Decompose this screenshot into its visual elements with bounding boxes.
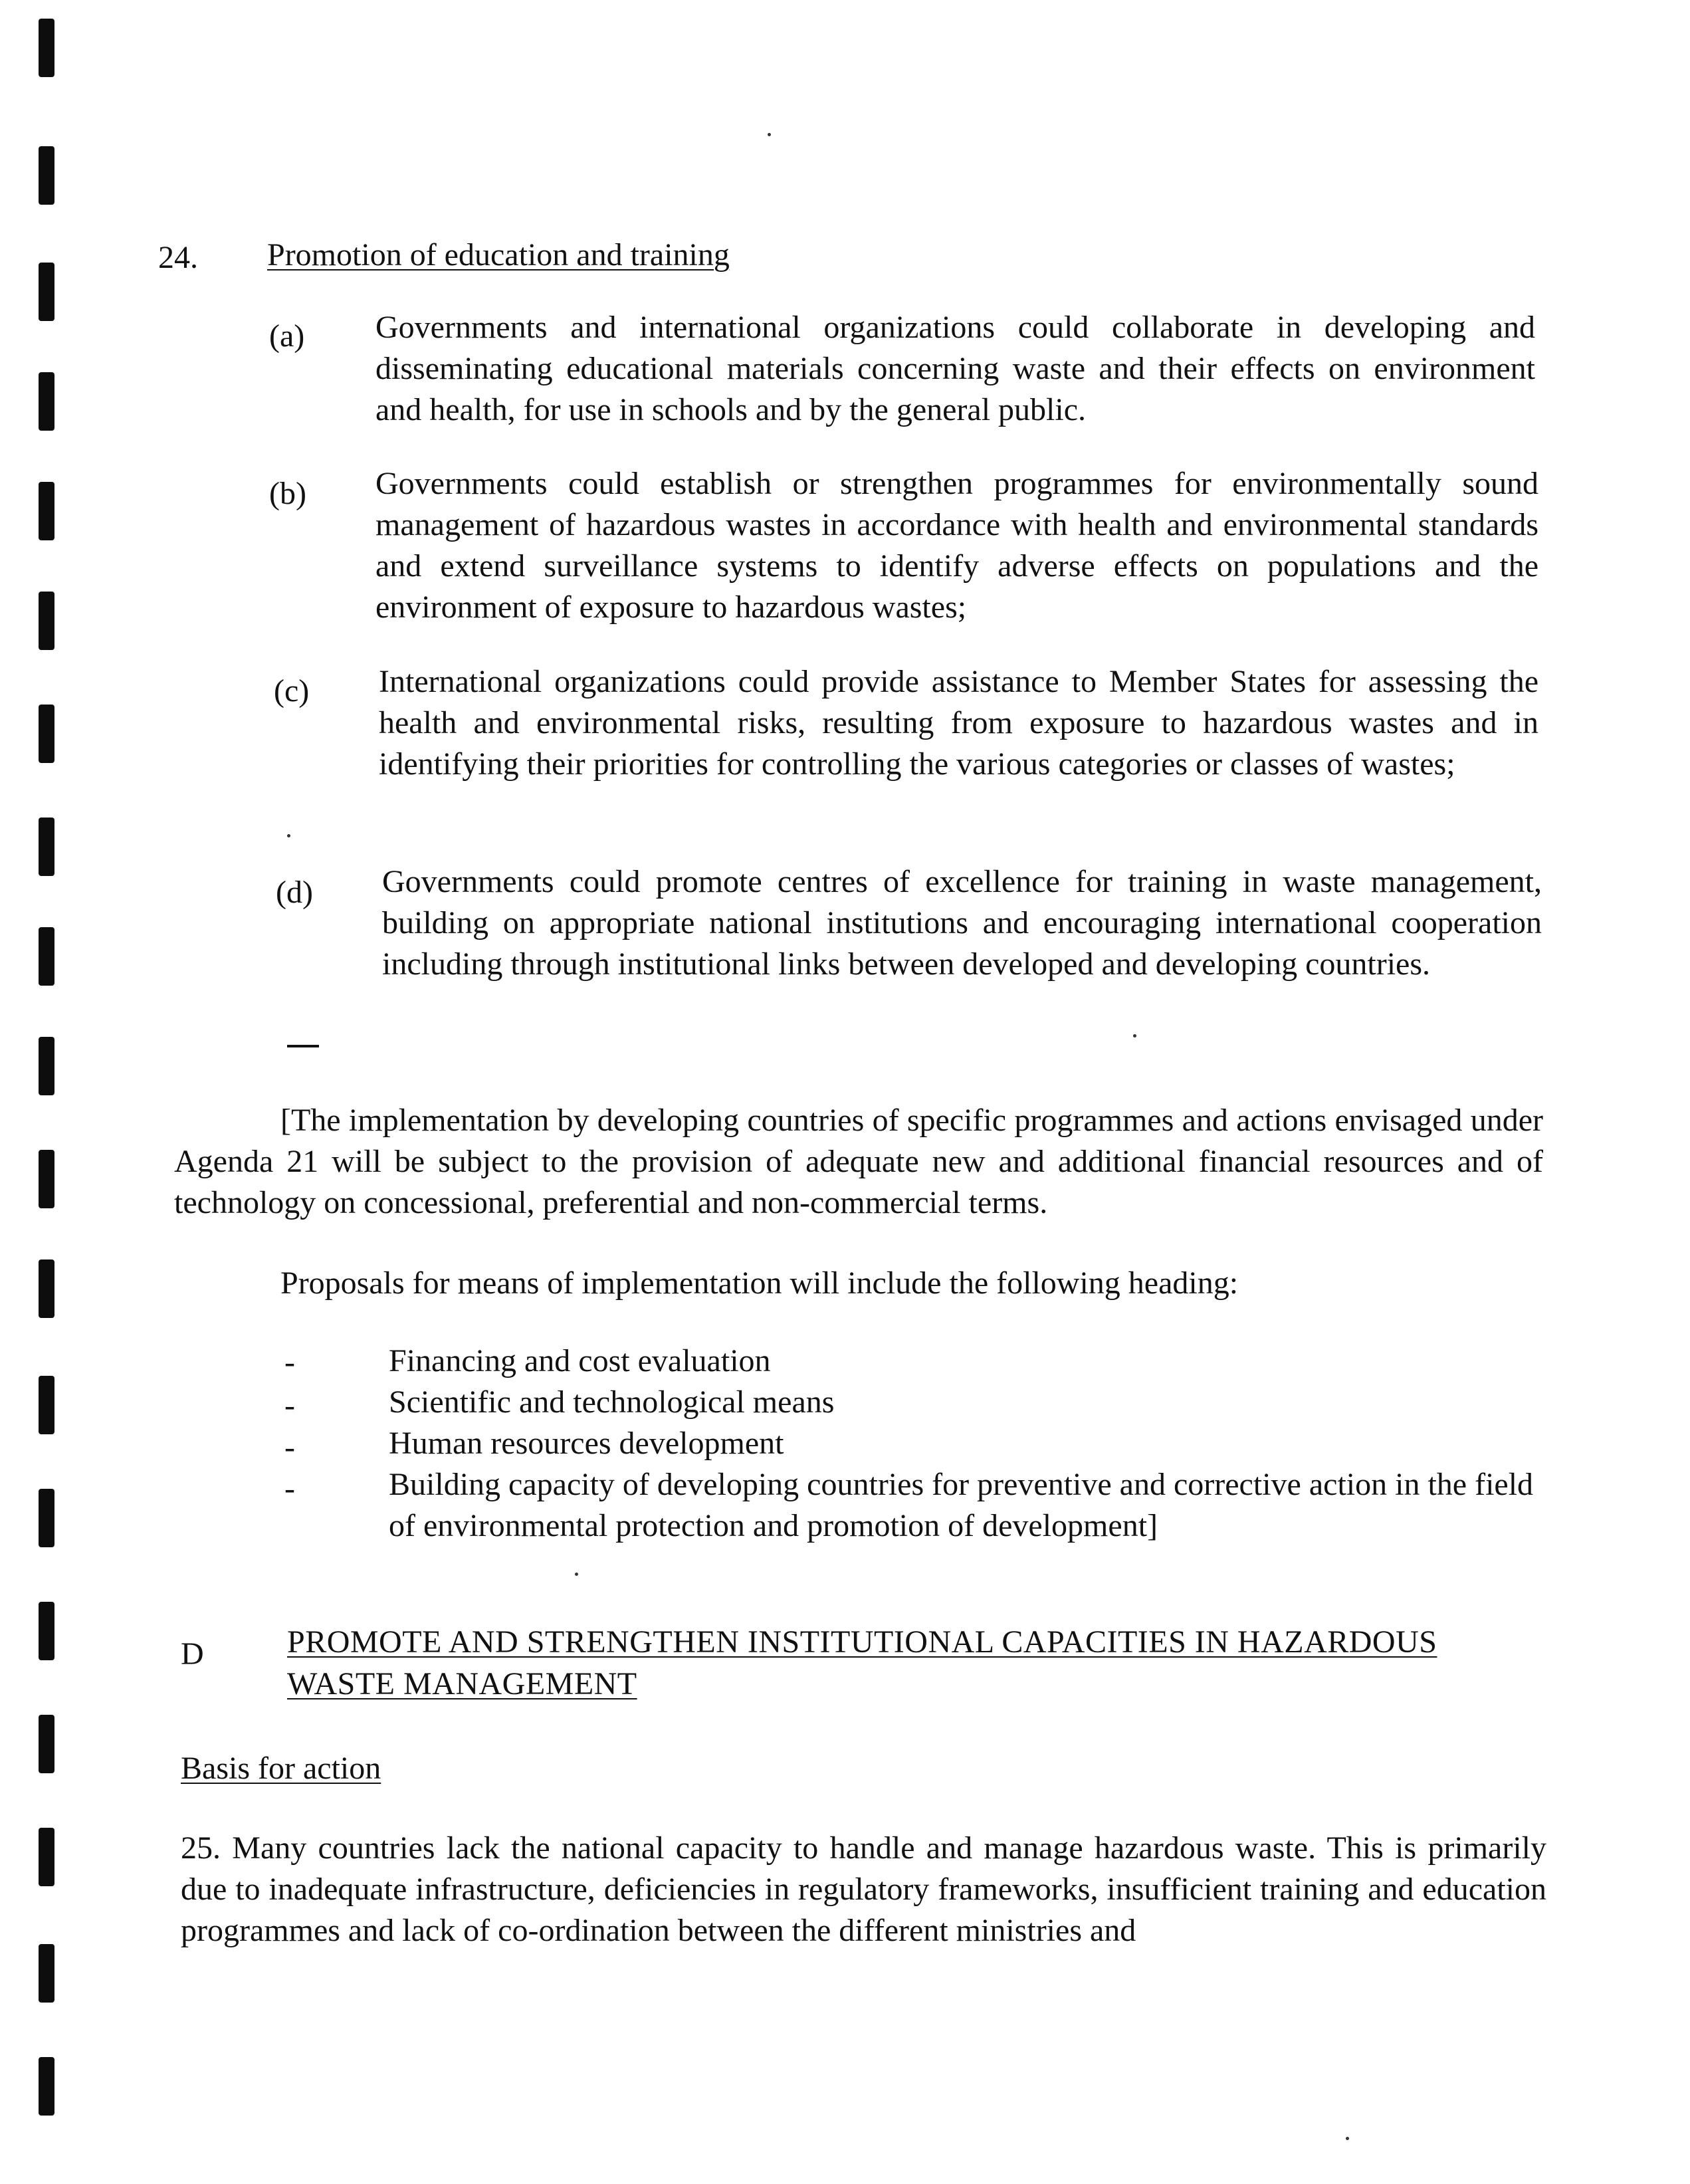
binding-mark [39,1715,54,1773]
item-text: Governments could establish or strengthen programmes for environmentally sound management of hazardous wastes in accordance with health and environmental standards and extend surveillance systems to identify adverse effects on populations and the environment of exposure to hazardous wastes; [375,466,1538,625]
scan-speck [1133,1034,1136,1037]
section-number: 24. [158,240,198,275]
binding-mark [39,2057,54,2116]
binding-mark [39,1602,54,1660]
section-d-title-line2: WASTE MANAGEMENT [287,1666,637,1701]
binding-mark [39,1037,54,1095]
scan-speck [1346,2137,1349,2140]
item-text: International organizations could provide assistance to Member States for assessing the health and environmental risks, resulting from exposure to hazardous wastes and in identifying their priorities for controlling the various categories or classes of wastes; [379,664,1538,782]
bullet-text: Building capacity of developing countries for preventive and corrective action in the field of environmental protection and promotion of development] [389,1467,1534,1543]
item-label: (a) [269,318,305,354]
item-label: (c) [274,673,310,709]
bullet-dash: - [284,1471,295,1506]
bullet-text: Human resources development [389,1426,784,1461]
binding-mark [39,818,54,876]
binding-mark [39,705,54,763]
item-label: (d) [276,875,313,910]
binding-mark [39,592,54,650]
scan-speck [768,133,771,136]
section-title: Promotion of education and training [267,237,730,273]
binding-mark [39,1828,54,1886]
binding-mark [39,1376,54,1434]
basis-heading: Basis for action [181,1751,381,1786]
bullet-dash: - [284,1430,295,1465]
binding-mark [39,146,54,205]
short-rule [287,1045,319,1047]
proposals-intro: Proposals for means of implementation will include the following heading: [280,1265,1239,1301]
binding-mark [39,1150,54,1208]
paragraph-25: 25. Many countries lack the national capacity to handle and manage hazardous waste. This is primarily due to inadequate infrastructure, deficiencies in regulatory frameworks, insufficient training and education programmes and lack of co-ordination between the different ministries and [181,1830,1546,1948]
binding-mark [39,19,54,77]
bullet-text: Scientific and technological means [389,1384,835,1420]
item-label: (b) [269,476,306,511]
scan-speck [287,834,290,837]
binding-mark [39,1259,54,1318]
bullet-text: Financing and cost evaluation [389,1343,771,1378]
binding-mark [39,1944,54,2003]
item-text: Governments could promote centres of excellence for training in waste management, building on appropriate national institutions and encouraging international cooperation including through institutional links between developed and developing countries. [382,864,1542,982]
binding-mark [39,1489,54,1547]
binding-mark [39,482,54,540]
scan-speck [575,1573,578,1576]
item-text: Governments and international organizations could collaborate in developing and disseminating educational materials concerning waste and their effects on environment and health, for use in schools and by the general public. [375,310,1535,427]
bullet-dash: - [284,1388,295,1423]
bullet-dash: - [284,1345,295,1380]
implementation-paragraph: [The implementation by developing countries of specific programmes and actions envisaged under Agenda 21 will be subject to the provision of adequate new and additional financial resources and of technology on concessional, preferential and non-commercial terms. [174,1103,1543,1220]
binding-mark [39,372,54,431]
binding-mark [39,927,54,986]
section-d-title-line1: PROMOTE AND STRENGTHEN INSTITUTIONAL CAPACITIES IN HAZARDOUS [287,1624,1437,1660]
section-letter: D [181,1636,205,1672]
binding-mark [39,263,54,321]
